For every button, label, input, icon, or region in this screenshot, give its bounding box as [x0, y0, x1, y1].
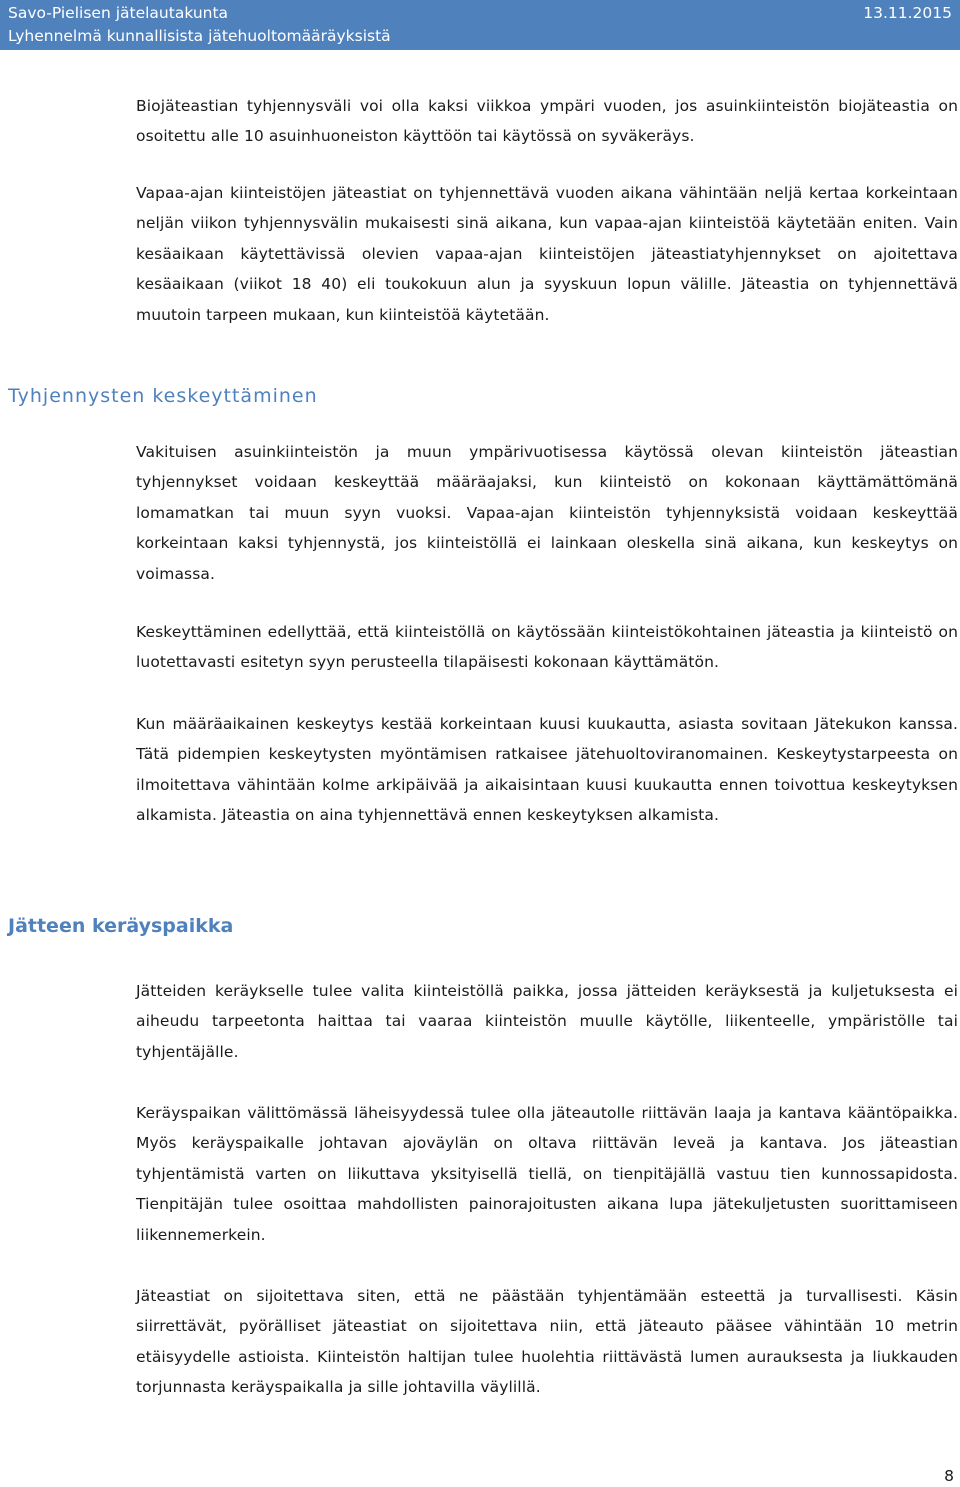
document-title: Lyhennelmä kunnallisista jätehuoltomääräyksistä — [8, 27, 391, 45]
section-heading-suspension: Tyhjennysten keskeyttäminen — [8, 385, 318, 407]
page-header — [0, 0, 960, 50]
organization-name: Savo-Pielisen jätelautakunta — [8, 4, 229, 22]
paragraph-holiday-properties: Vapaa-ajan kiinteistöjen jäteastiat on tyhjennettävä vuoden aikana vähintään neljä kertaa korkeintaan neljän viikon tyhjennysvälin mukaisesti sinä aikana, kun vapaa-ajan kiinteistöä käytetään eniten. Vain kesäaikaan käytettävissä olevien vapaa-ajan kiinteistöjen jäteastiatyhjennykset on ajoitettava kesäaikaan (viikot 18 40) eli toukokuun alun ja syyskuun lopun välille. Jäteastia on tyhjennettävä muutoin tarpeen mukaan, kun kiinteistöä käytetään. — [136, 184, 958, 324]
paragraph-suspension-procedure: Kun määräaikainen keskeytys kestää korkeintaan kuusi kuukautta, asiasta sovitaan Jätekukon kanssa. Tätä pidempien keskeytysten myöntämisen ratkaisee jätehuoltoviranomainen. Keskeytystarpeesta on ilmoitettava vähintään kolme arkipäivää ja aikaisintaan kuusi kuukautta ennen toivottua keskeytyksen alkamista. Jäteastia on aina tyhjennettävä ennen keskeytyksen alkamista. — [136, 715, 958, 825]
document-date: 13.11.2015 — [863, 4, 952, 22]
paragraph-container-placement: Jäteastiat on sijoitettava siten, että ne päästään tyhjentämään esteettä ja turvallisesti. Käsin siirrettävät, pyörälliset jäteastiat on sijoitettava niin, että jäteauto pääsee vähintään 10 metrin etäisyydelle astioista. Kiinteistön haltijan tulee huolehtia riittävästä lumen aurauksesta ja liukkauden torjunnasta keräyspaikalla ja sille johtavilla väylillä. — [136, 1287, 958, 1397]
paragraph-turning-area: Keräyspaikan välittömässä läheisyydessä tulee olla jäteautolle riittävän laaja ja kantava kääntöpaikka. Myös keräyspaikalle johtavan ajoväylän on oltava riittävän leveä ja kantava. Jos jäteastian tyhjentämistä varten on liikuttava yksityisellä tiellä, on tienpitäjällä vastuu tien kunnossapidosta. Tienpitäjän tulee osoittaa mahdollisten painorajoitusten aikana lupa jätekuljetusten suorittamiseen liikennemerkein. — [136, 1104, 958, 1244]
paragraph-biowaste-interval: Biojäteastian tyhjennysväli voi olla kaksi viikkoa ympäri vuoden, jos asuinkiinteistön biojäteastia on osoitettu alle 10 asuinhuoneiston käyttöön tai käytössä on syväkeräys. — [136, 97, 958, 146]
paragraph-suspension-requirements: Keskeyttäminen edellyttää, että kiinteistöllä on käytössään kiinteistökohtainen jäteastia ja kiinteistö on luotettavasti esitetyn syyn perusteella tilapäisesti kokonaan käyttämätön. — [136, 623, 958, 672]
paragraph-suspension-conditions: Vakituisen asuinkiinteistön ja muun ympärivuotisessa käytössä olevan kiinteistön jäteastian tyhjennykset voidaan keskeyttää määräajaksi, kun kiinteistö on kokonaan käyttämättömänä lomamatkan tai muun syyn vuoksi. Vapaa-ajan kiinteistön tyhjennyksistä voidaan keskeyttää korkeintaan kaksi tyhjennystä, jos kiinteistöllä ei lainkaan oleskella sinä aikana, kun keskeytys on voimassa. — [136, 443, 958, 583]
section-heading-collection-point: Jätteen keräyspaikka — [8, 915, 234, 937]
page-number: 8 — [944, 1467, 954, 1485]
paragraph-collection-point-location: Jätteiden keräykselle tulee valita kiinteistöllä paikka, jossa jätteiden keräyksestä ja kuljetuksesta ei aiheudu tarpeetonta haittaa tai vaaraa kiinteistön muulle käytölle, liikenteelle, ympäristölle tai tyhjentäjälle. — [136, 982, 958, 1061]
